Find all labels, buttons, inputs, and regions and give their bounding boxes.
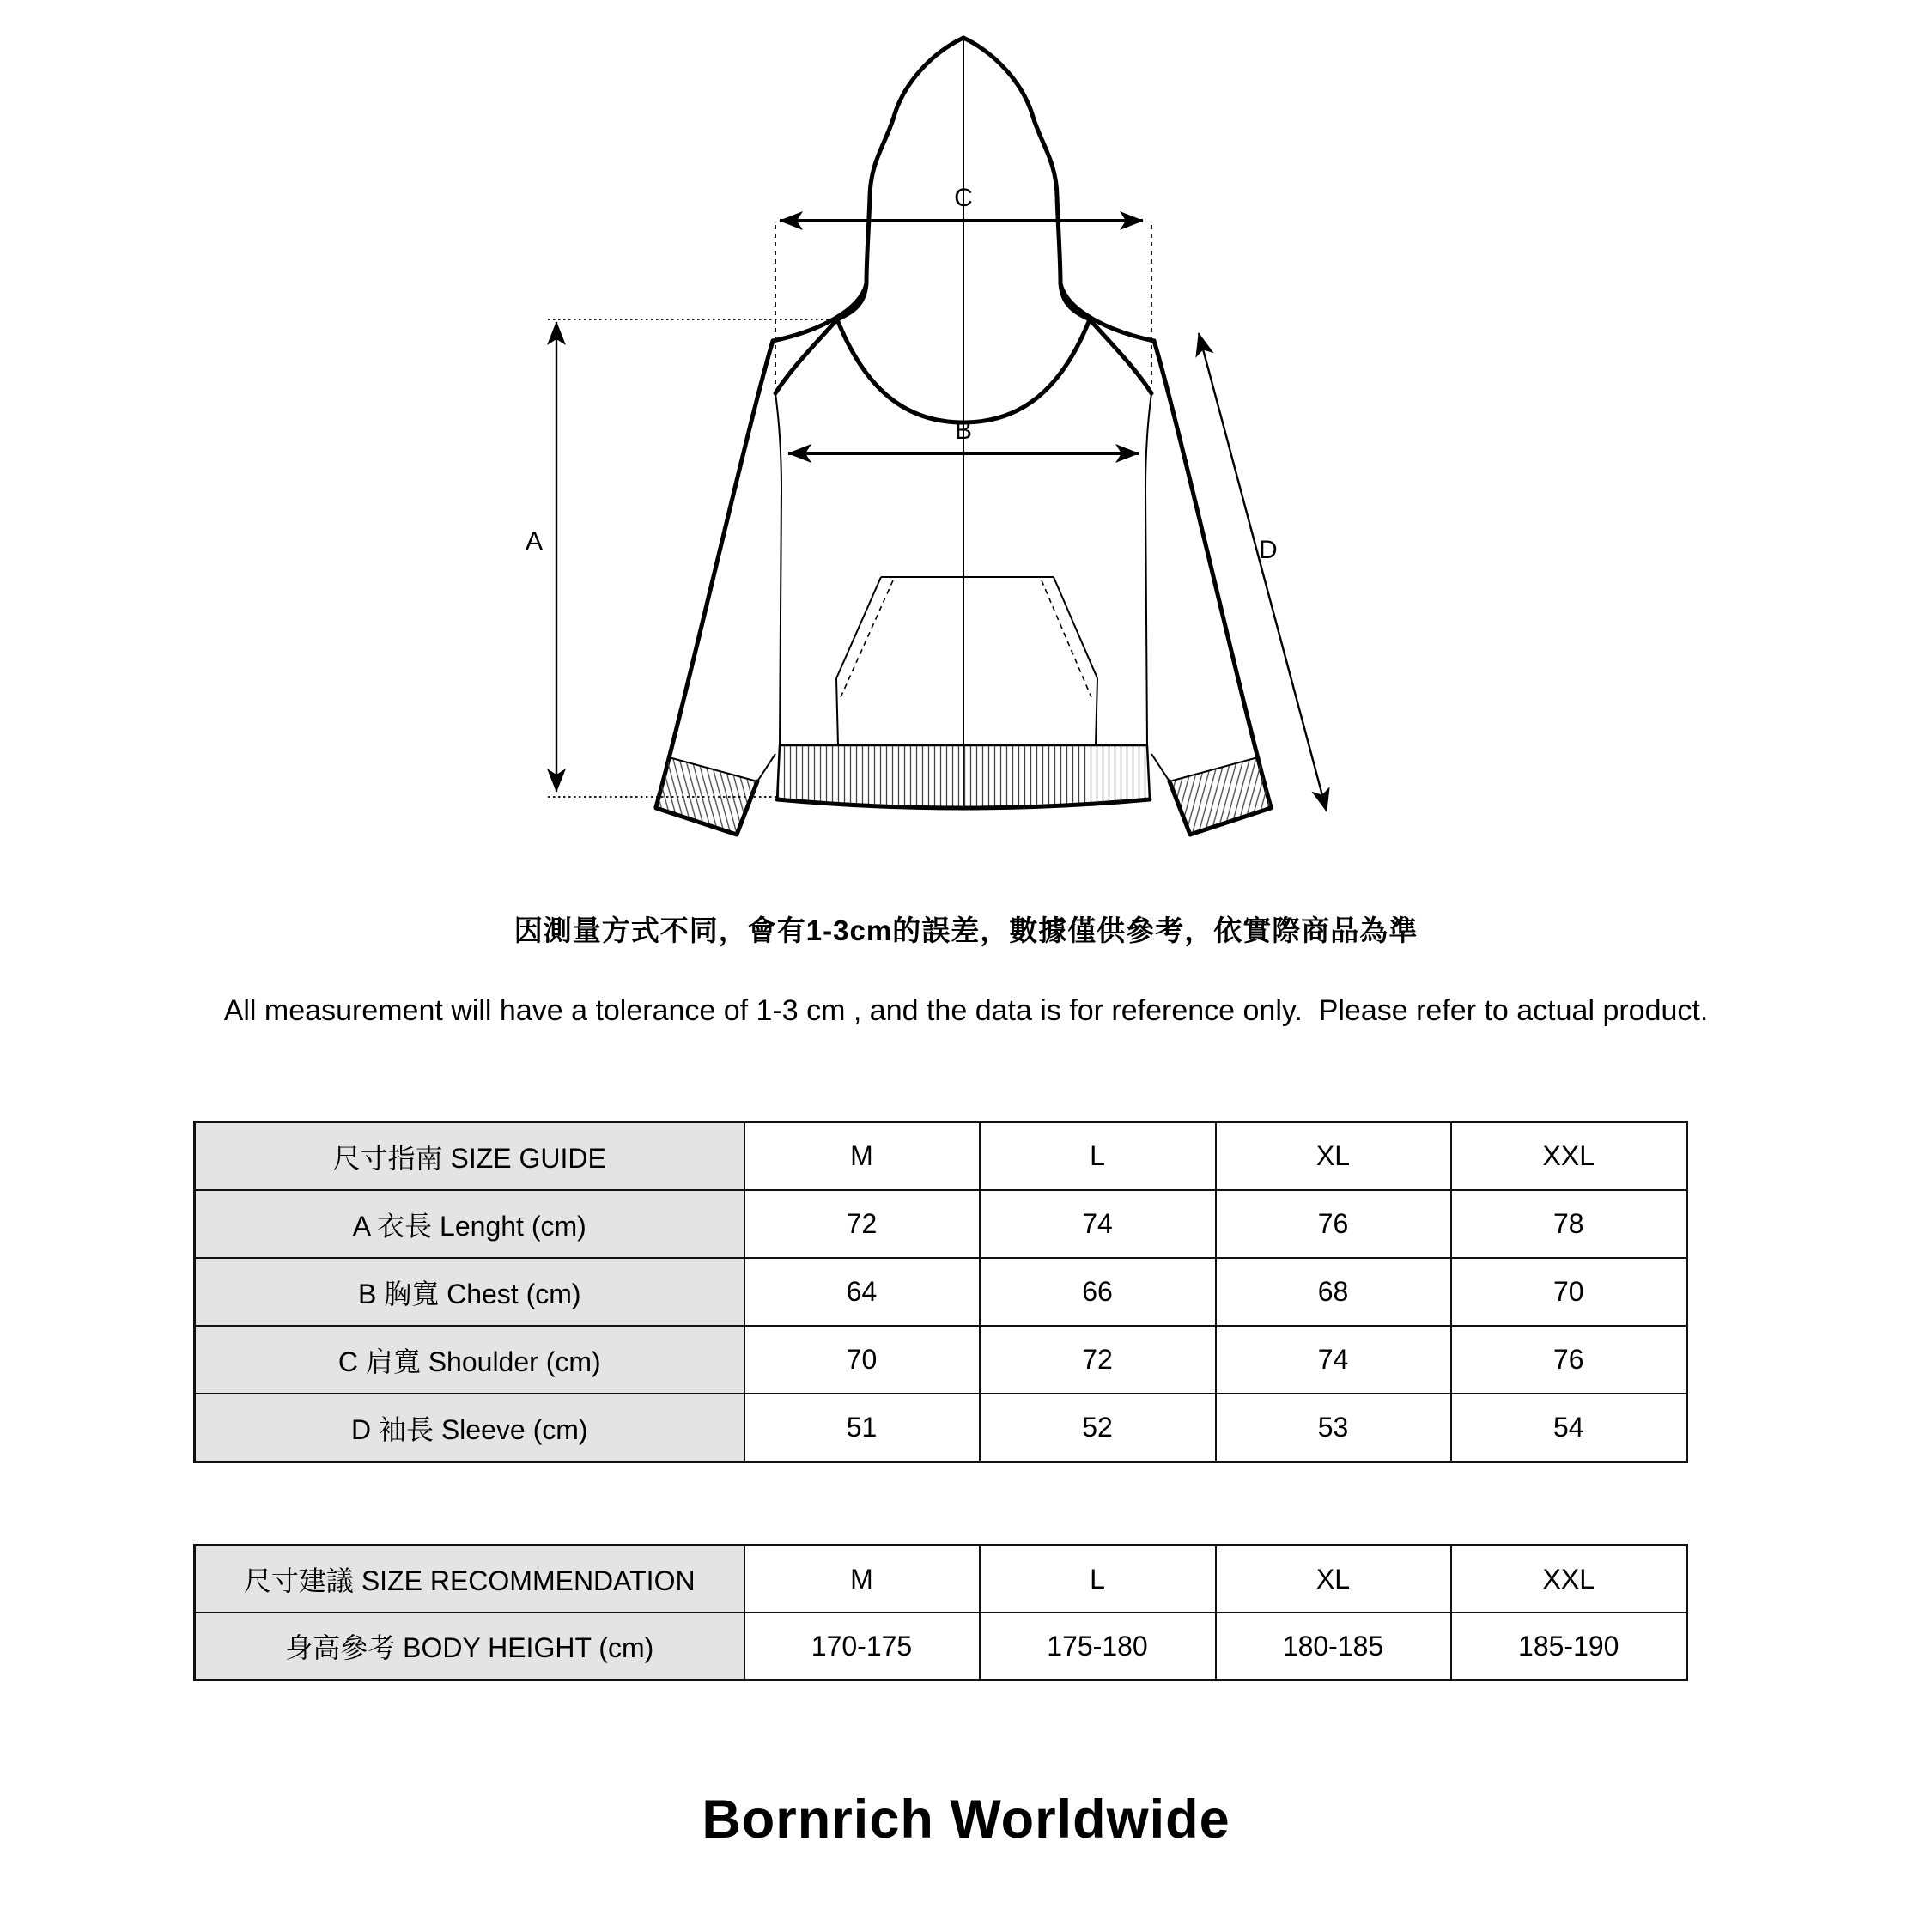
size-col-xl: XL (1216, 1546, 1451, 1613)
row-label-shoulder: C 肩寬 Shoulder (cm) (195, 1326, 744, 1394)
recommendation-title: 尺寸建議 SIZE RECOMMENDATION (195, 1546, 744, 1613)
row-label-chest: B 胸寬 Chest (cm) (195, 1258, 744, 1326)
table-row (195, 1122, 1687, 1191)
cell-value: 78 (1451, 1190, 1687, 1258)
size-col-l: L (980, 1122, 1216, 1191)
row-label-body-height: 身高參考 BODY HEIGHT (cm) (195, 1613, 744, 1680)
size-col-m: M (744, 1122, 980, 1191)
size-col-xl: XL (1216, 1122, 1451, 1191)
body-seam-right (1145, 393, 1151, 745)
tolerance-note-zh: 因測量方式不同，會有1-3cm的誤差，數據僅供參考，依實際商品為準 (513, 914, 1419, 946)
measure-c-arrow (780, 184, 1143, 221)
table-row (195, 1613, 1687, 1680)
measure-label-b: B (954, 416, 973, 445)
brand-wordmark: Bornrich Worldwide (702, 1789, 1230, 1850)
measure-d-arrow (1199, 333, 1327, 811)
size-recommendation-table (193, 1544, 1688, 1681)
cell-value: 76 (1451, 1326, 1687, 1394)
size-col-xxl: XXL (1451, 1546, 1687, 1613)
cell-value: 170-175 (744, 1613, 980, 1680)
cell-value: 51 (744, 1394, 980, 1462)
measure-a-arrow (526, 322, 556, 792)
measure-label-a: A (525, 527, 543, 556)
row-label-sleeve: D 袖長 Sleeve (cm) (195, 1394, 744, 1462)
size-col-l: L (980, 1546, 1216, 1613)
cell-value: 175-180 (980, 1613, 1216, 1680)
tolerance-note-en: All measurement will have a tolerance of 1-3 cm , and the data is for reference only. Please refer to actual product. (223, 994, 1709, 1027)
cell-value: 66 (980, 1258, 1216, 1326)
size-col-m: M (744, 1546, 980, 1613)
cell-value: 180-185 (1216, 1613, 1451, 1680)
measure-label-d: D (1259, 536, 1278, 564)
hoodie-measurement-diagram (477, 21, 1370, 872)
size-col-xxl: XXL (1451, 1122, 1687, 1191)
cell-value: 70 (744, 1326, 980, 1394)
cell-value: 72 (980, 1326, 1216, 1394)
cell-value: 64 (744, 1258, 980, 1326)
cell-value: 74 (980, 1190, 1216, 1258)
cell-value: 70 (1451, 1258, 1687, 1326)
table-row (195, 1258, 1687, 1326)
table-row (195, 1326, 1687, 1394)
cell-value: 72 (744, 1190, 980, 1258)
cell-value: 74 (1216, 1326, 1451, 1394)
hem-band (777, 745, 1150, 808)
size-guide-title: 尺寸指南 SIZE GUIDE (195, 1122, 744, 1191)
cell-value: 53 (1216, 1394, 1451, 1462)
sleeve-right-outer (1154, 341, 1271, 807)
kangaroo-pocket (836, 577, 1097, 745)
measure-label-c: C (954, 184, 973, 212)
cell-value: 54 (1451, 1394, 1687, 1462)
row-label-length: A 衣長 Lenght (cm) (195, 1190, 744, 1258)
table-row (195, 1546, 1687, 1613)
cuff-left (656, 754, 775, 835)
table-row (195, 1394, 1687, 1462)
size-guide-table (193, 1121, 1688, 1463)
table-row (195, 1190, 1687, 1258)
cell-value: 185-190 (1451, 1613, 1687, 1680)
sleeve-left-outer (656, 341, 773, 807)
cuff-right (1151, 754, 1271, 835)
body-seam-left (775, 393, 781, 745)
cell-value: 76 (1216, 1190, 1451, 1258)
cell-value: 68 (1216, 1258, 1451, 1326)
cell-value: 52 (980, 1394, 1216, 1462)
